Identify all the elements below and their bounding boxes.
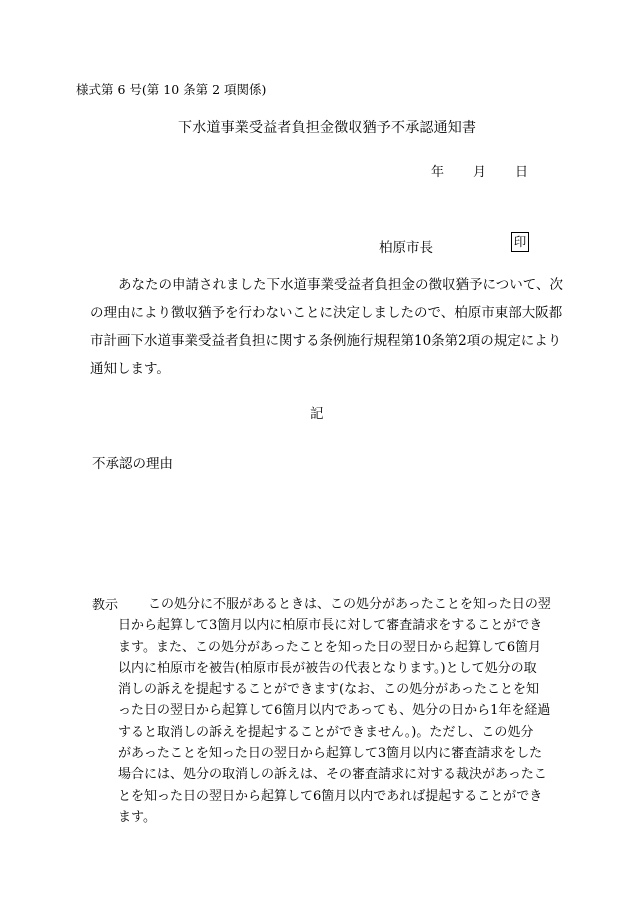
date-month-label: 月: [473, 165, 487, 180]
form-number: 様式第 6 号(第 10 条第 2 項関係): [76, 82, 267, 97]
body-line: あなたの申請されました下水道事業受益者負担金の徴収猶予について、次: [118, 277, 563, 293]
kyoji-line: ます。また、この処分があったことを知った日の翌日から起算して6箇月: [118, 639, 542, 655]
kyoji-line: ます。: [118, 809, 156, 825]
kyoji-line: った日の翌日から起算して6箇月以内であっても、処分の日から1年を経過: [118, 703, 551, 719]
body-line: の理由により徴収猶予を行わないことに決定しましたので、柏原市東部大阪都: [90, 305, 563, 321]
date-line: [431, 161, 528, 180]
kyoji-line: 日から起算して3箇月以内に柏原市長に対して審査請求をすることができ: [118, 618, 543, 634]
kyoji-line: とを知った日の翌日から起算して6箇月以内であれば提起することができ: [118, 788, 543, 804]
ki-heading: 記: [310, 406, 324, 422]
document-title: 下水道事業受益者負担金徴収猶予不承認通知書: [178, 120, 477, 136]
reason-label: 不承認の理由: [92, 456, 173, 472]
issuer-name: 柏原市長: [379, 240, 433, 256]
kyoji-label: 教示: [92, 598, 119, 613]
kyoji-line: があったことを知った日の翌日から起算して3箇月以内に審査請求をした: [118, 746, 543, 762]
kyoji-line: 場合には、処分の取消しの訴えは、その審査請求に対する裁決があったこ: [118, 767, 547, 783]
body-line: 通知します。: [90, 361, 170, 377]
kyoji-line: 以内に柏原市を被告(柏原市長が被告の代表となります。)として処分の取: [118, 660, 537, 676]
kyoji-line: 消しの訴えを提起することができます(なお、この処分があったことを知: [118, 682, 539, 698]
kyoji-line: すると取消しの訴えを提起することができません。)。ただし、この処分: [118, 724, 534, 740]
notification-body: [90, 271, 570, 383]
kyoji-line: この処分に不服があるときは、この処分があったことを知った日の翌: [148, 597, 551, 612]
seal-stamp: 印: [511, 232, 529, 252]
date-day-label: 日: [515, 165, 529, 180]
date-year-label: 年: [431, 165, 445, 180]
kyoji-text: [118, 594, 564, 828]
body-line: 市計画下水道事業受益者負担に関する条例施行規程第10条第2項の規定により: [90, 333, 562, 349]
